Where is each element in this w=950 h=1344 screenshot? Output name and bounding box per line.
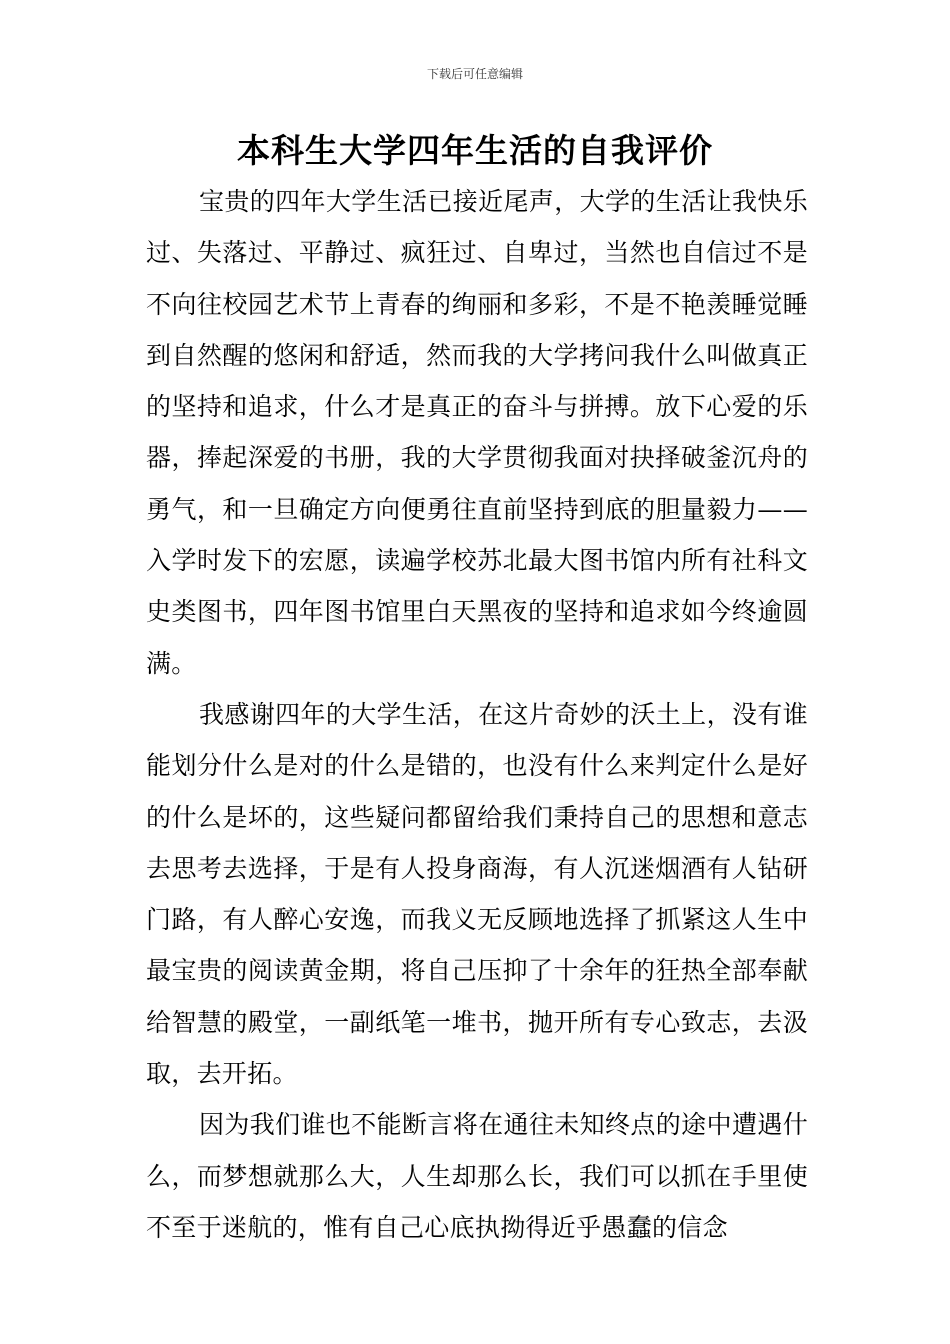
paragraph-1: 宝贵的四年大学生活已接近尾声，大学的生活让我快乐过、失落过、平静过、疯狂过、自卑过，当然也自信过不是不向往校园艺术节上青春的绚丽和多彩，不是不艳羡睡觉睡到自然醒的悠闲和舒适，然而我的大学拷问我什么叫做真正的坚持和追求，什么才是真正的奋斗与拼搏。放下心爱的乐器，捧起深爱的书册，我的大学贯彻我面对抉择破釜沉舟的勇气，和一旦确定方向便勇往直前坚持到底的胆量毅力——入学时发下的宏愿，读遍学校苏北最大图书馆内所有社科文史类图书，四年图书馆里白天黑夜的坚持和追求如今终逾圆满。 (146, 187, 808, 678)
header-note: 下载后可任意编辑 (426, 67, 523, 81)
paragraph-2: 我感谢四年的大学生活，在这片奇妙的沃土上，没有谁能划分什么是对的什么是错的，也没有什么来判定什么是好的什么是坏的，这些疑问都留给我们秉持自己的思想和意志去思考去选择，于是有人投身商海，有人沉迷烟酒有人钻研门路，有人醉心安逸，而我义无反顾地选择了抓紧这人生中最宝贵的阅读黄金期，将自己压抑了十余年的狂热全部奉献给智慧的殿堂，一副纸笔一堆书，抛开所有专心致志，去汲取，去开拓。 (146, 699, 808, 1089)
document-title: 本科生大学四年生活的自我评价 (237, 131, 713, 170)
document-body (146, 176, 808, 1253)
paragraph-3: 因为我们谁也不能断言将在通往未知终点的途中遭遇什么，而梦想就那么大，人生却那么长，我们可以抓在手里使不至于迷航的，惟有自己心底执拗得近乎愚蠢的信念 (146, 1110, 808, 1242)
